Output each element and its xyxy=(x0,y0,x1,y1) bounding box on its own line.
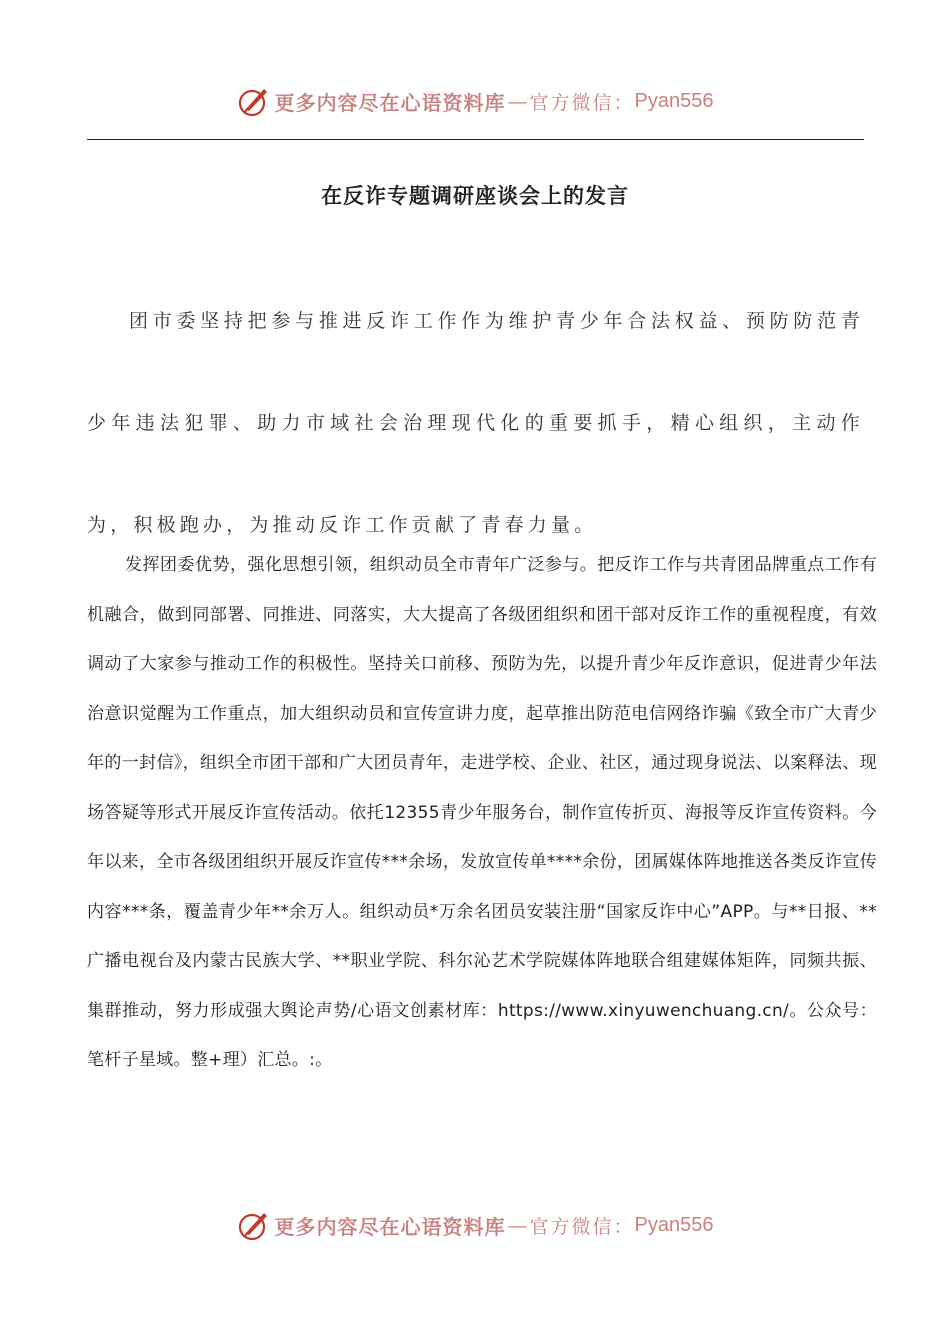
page-title: 在反诈专题调研座谈会上的发言 xyxy=(321,184,629,208)
paragraph-body: 发挥团委优势，强化思想引领，组织动员全市青年广泛参与。把反诈工作与共青团品牌重点工作有机融合，做到同部署、同推进、同落实，大大提高了各级团组织和团干部对反诈工作的重视程度，有效调动了大家参与推动工作的积极性。坚持关口前移、预防为先，以提升青少年反诈意识，促进青少年法治意识觉醒为工作重点，加大组织动员和宣传宣讲力度，起草推出防范电信网络诈骗《致全市广大青少年的一封信》，组织全市团干部和广大团员青年，走进学校、企业、社区，通过现身说法、以案释法、现场答疑等形式开展反诈宣传活动。依托12355青少年服务台，制作宣传折页、海报等反诈宣传资料。今年以来，全市各级团组织开展反诈宣传***余场，发放宣传单****余份，团属媒体阵地推送各类反诈宣传内容***条，覆盖青少年**余万人。组织动员*万余名团员安装注册“国家反诈中心”APP。与**日报、**广播电视台及内蒙古民族大学、**职业学院、科尔沁艺术学院媒体阵地联合组建媒体矩阵，同频共振、集群推动，努力形成强大舆论声势/心语文创素材库：https://www.xinyuwenchuang.cn/。公众号：笔杆子星域。整+理）汇总。:。 xyxy=(87,555,877,1070)
banner-wechat-id: Pyan556 xyxy=(634,1213,714,1236)
quill-logo-icon xyxy=(237,84,271,118)
banner-separator: — xyxy=(507,1213,528,1237)
header-divider xyxy=(87,139,864,140)
paragraph-intro: 团市委坚持把参与推进反诈工作作为维护青少年合法权益、预防防范青少年违法犯罪、助力市域社会治理现代化的重要抓手，精心组织，主动作为，积极跑办，为推动反诈工作贡献了青春力量。 xyxy=(87,310,864,536)
banner-brand-text: 更多内容尽在心语资料库 xyxy=(274,1214,506,1239)
banner-wechat-id: Pyan556 xyxy=(634,89,714,112)
header-banner xyxy=(0,84,950,118)
footer-banner xyxy=(0,1208,950,1242)
banner-wechat-label: 官方微信： xyxy=(529,1215,635,1238)
banner-wechat-label: 官方微信： xyxy=(529,91,635,114)
banner-separator: — xyxy=(507,89,528,113)
quill-logo-icon xyxy=(237,1208,271,1242)
banner-brand-text: 更多内容尽在心语资料库 xyxy=(274,90,506,115)
